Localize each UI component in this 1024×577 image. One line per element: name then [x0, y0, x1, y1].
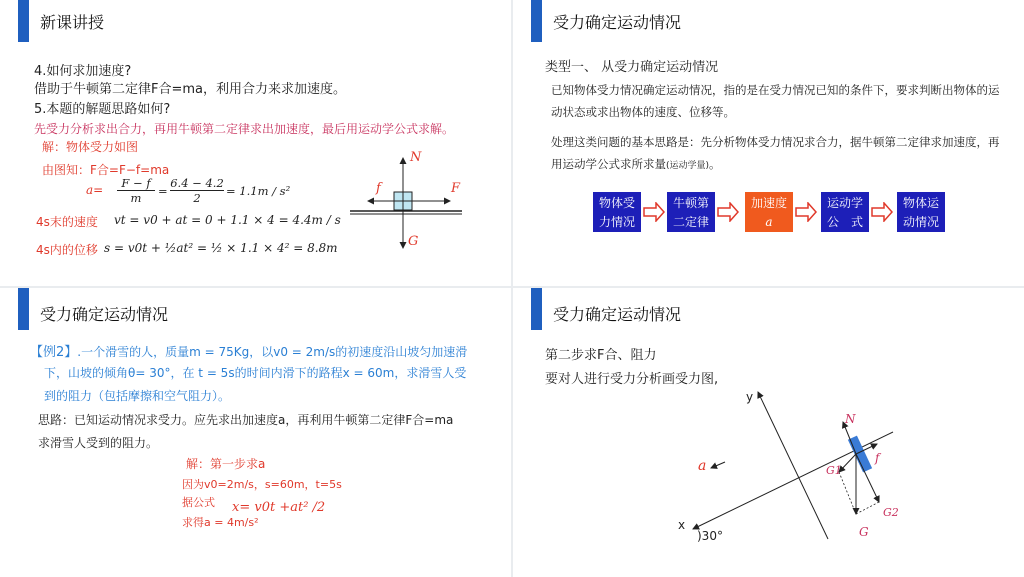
slide-title: 新课讲授	[40, 13, 105, 32]
question-5: 5.本题的解题思路如何?	[34, 102, 171, 117]
slide-title: 受力确定运动情况	[40, 305, 169, 324]
label-y: y	[746, 390, 754, 404]
dashed-helper-2	[839, 472, 856, 514]
flow-step-line: 加速度	[750, 196, 787, 210]
title-accent-bar	[18, 288, 29, 330]
approach-end: 。	[709, 157, 721, 171]
slide-title: 受力确定运动情况	[553, 13, 682, 32]
flow-step-line: 二定律	[672, 215, 709, 229]
example-line-2: 下，山坡的倾角θ= 30°，在 t = 5s的时间内滑下的路程x = 60m，求滑雪人受	[44, 366, 467, 380]
slide-force-to-motion	[513, 0, 1024, 286]
thinking-line-1: 思路：已知运动情况求受力。应先求出加速度a，再利用牛顿第二定律F合=ma	[38, 413, 454, 427]
flow-arrow-icon	[871, 202, 893, 222]
accel-fraction-2-den: 2	[193, 191, 201, 205]
label-G2: G2	[883, 506, 899, 519]
accel-label: a=	[86, 183, 104, 197]
flow-arrow-icon	[717, 202, 739, 222]
label-N: N	[845, 412, 856, 426]
displacement-label: 4s内的位移	[36, 243, 98, 257]
accel-fraction-1-num: F − f	[117, 176, 155, 191]
title-accent-bar	[18, 0, 29, 42]
label-G: G	[408, 234, 419, 249]
label-a: a	[698, 458, 707, 474]
accel-fraction-1	[117, 176, 155, 205]
flow-step-line: 公 式	[826, 215, 863, 229]
velocity-label: 4s末的速度	[36, 215, 98, 229]
solve-intro: 解：物体受力如图	[42, 140, 139, 154]
label-G1: G1	[826, 464, 842, 477]
flow-step-motion	[897, 192, 945, 232]
flow-step-line: 运动学	[826, 196, 863, 210]
velocity-equation: vt = v0 + at = 0 + 1.1 × 4 = 4.4m / s	[114, 213, 341, 227]
label-f: f	[376, 181, 381, 196]
slide-step-2	[513, 288, 1024, 577]
flow-arrow-icon	[643, 202, 665, 222]
flow-step-line: a	[765, 215, 773, 229]
example-line-3: 到的阻力（包括摩擦和空气阻力）。	[44, 389, 231, 403]
net-force-equation: 由图知：F合=F−f=ma	[42, 163, 170, 177]
x-axis	[693, 432, 893, 529]
label-angle: )30°	[697, 529, 723, 543]
definition-paragraph: 已知物体受力情况确定运动情况，指的是在受力情况已知的条件下，要求判断出物体的运动状态或求出物体的速度、位移等。	[551, 83, 1000, 119]
dashed-helper-1	[856, 502, 879, 514]
approach-paragraph	[551, 131, 1001, 177]
skier-block	[848, 436, 872, 473]
thinking-line-2: 求滑雪人受到的阻力。	[38, 436, 159, 450]
flow-step-line: 力情况	[598, 215, 635, 229]
slide-title: 受力确定运动情况	[553, 305, 682, 324]
example-line-1	[30, 341, 467, 360]
step-2-heading: 第二步求F合、阻力	[545, 348, 657, 363]
formula-label: 据公式	[182, 496, 215, 509]
question-4: 4.如何求加速度?	[34, 64, 132, 79]
title-accent-bar	[531, 0, 542, 42]
slide-example-2	[0, 288, 511, 577]
label-x: x	[678, 518, 686, 532]
step-1: 解：第一步求a	[186, 457, 266, 471]
question-4-answer: 借助于牛顿第二定律F合=ma，利用合力来求加速度。	[34, 82, 347, 97]
flow-chart	[593, 192, 953, 232]
label-F: F	[451, 181, 461, 196]
displacement-equation: s = v0t + ½at² = ½ × 1.1 × 4² = 8.8m	[104, 241, 338, 255]
step-2-instruction: 要对人进行受力分析画受力图,	[545, 372, 719, 387]
equals-sign: =	[158, 184, 168, 198]
title-accent-bar	[531, 288, 542, 330]
flow-step-acceleration	[745, 192, 793, 232]
accel-fraction-2	[170, 176, 224, 205]
label-N: N	[410, 150, 422, 165]
approach-text: 处理这类问题的基本思路是：先分析物体受力情况求合力，据牛顿第二定律求加速度，再用运动学公式求所求量	[551, 135, 1000, 171]
flow-step-line: 物体运	[902, 196, 939, 210]
y-axis	[758, 392, 828, 539]
accel-fraction-1-den: m	[130, 191, 142, 205]
label-G: G	[859, 525, 869, 539]
acceleration-arrow	[711, 462, 725, 468]
flow-arrow-icon	[795, 202, 817, 222]
given-values: 因为v0=2m/s，s=60m，t=5s	[182, 478, 342, 491]
flow-step-line: 物体受	[598, 196, 635, 210]
approach-note: (运动学量)	[666, 161, 710, 171]
example-text-1: .一个滑雪的人，质量m = 75Kg，以v0 = 2m/s的初速度沿山坡匀加速滑	[77, 345, 468, 359]
flow-step-force	[593, 192, 641, 232]
example-tag: 【例2】	[30, 345, 78, 360]
label-f: f	[875, 451, 880, 465]
flow-step-kinematics	[821, 192, 869, 232]
type-heading: 类型一、 从受力确定运动情况	[545, 60, 719, 75]
kinematic-formula: x= v0t +at² /2	[232, 500, 326, 515]
flow-step-line: 牛顿第	[672, 196, 709, 210]
solution-hint: 先受力分析求出合力，再用牛顿第二定律求出加速度，最后用运动学公式求解。	[34, 122, 455, 136]
flow-step-line: 动情况	[902, 215, 939, 229]
accel-fraction-2-num: 6.4 − 4.2	[170, 176, 224, 190]
accel-result: = 1.1m / s²	[226, 184, 291, 198]
slide-new-lesson	[0, 0, 511, 286]
flow-step-newton	[667, 192, 715, 232]
accel-result: 求得a = 4m/s²	[182, 516, 259, 529]
